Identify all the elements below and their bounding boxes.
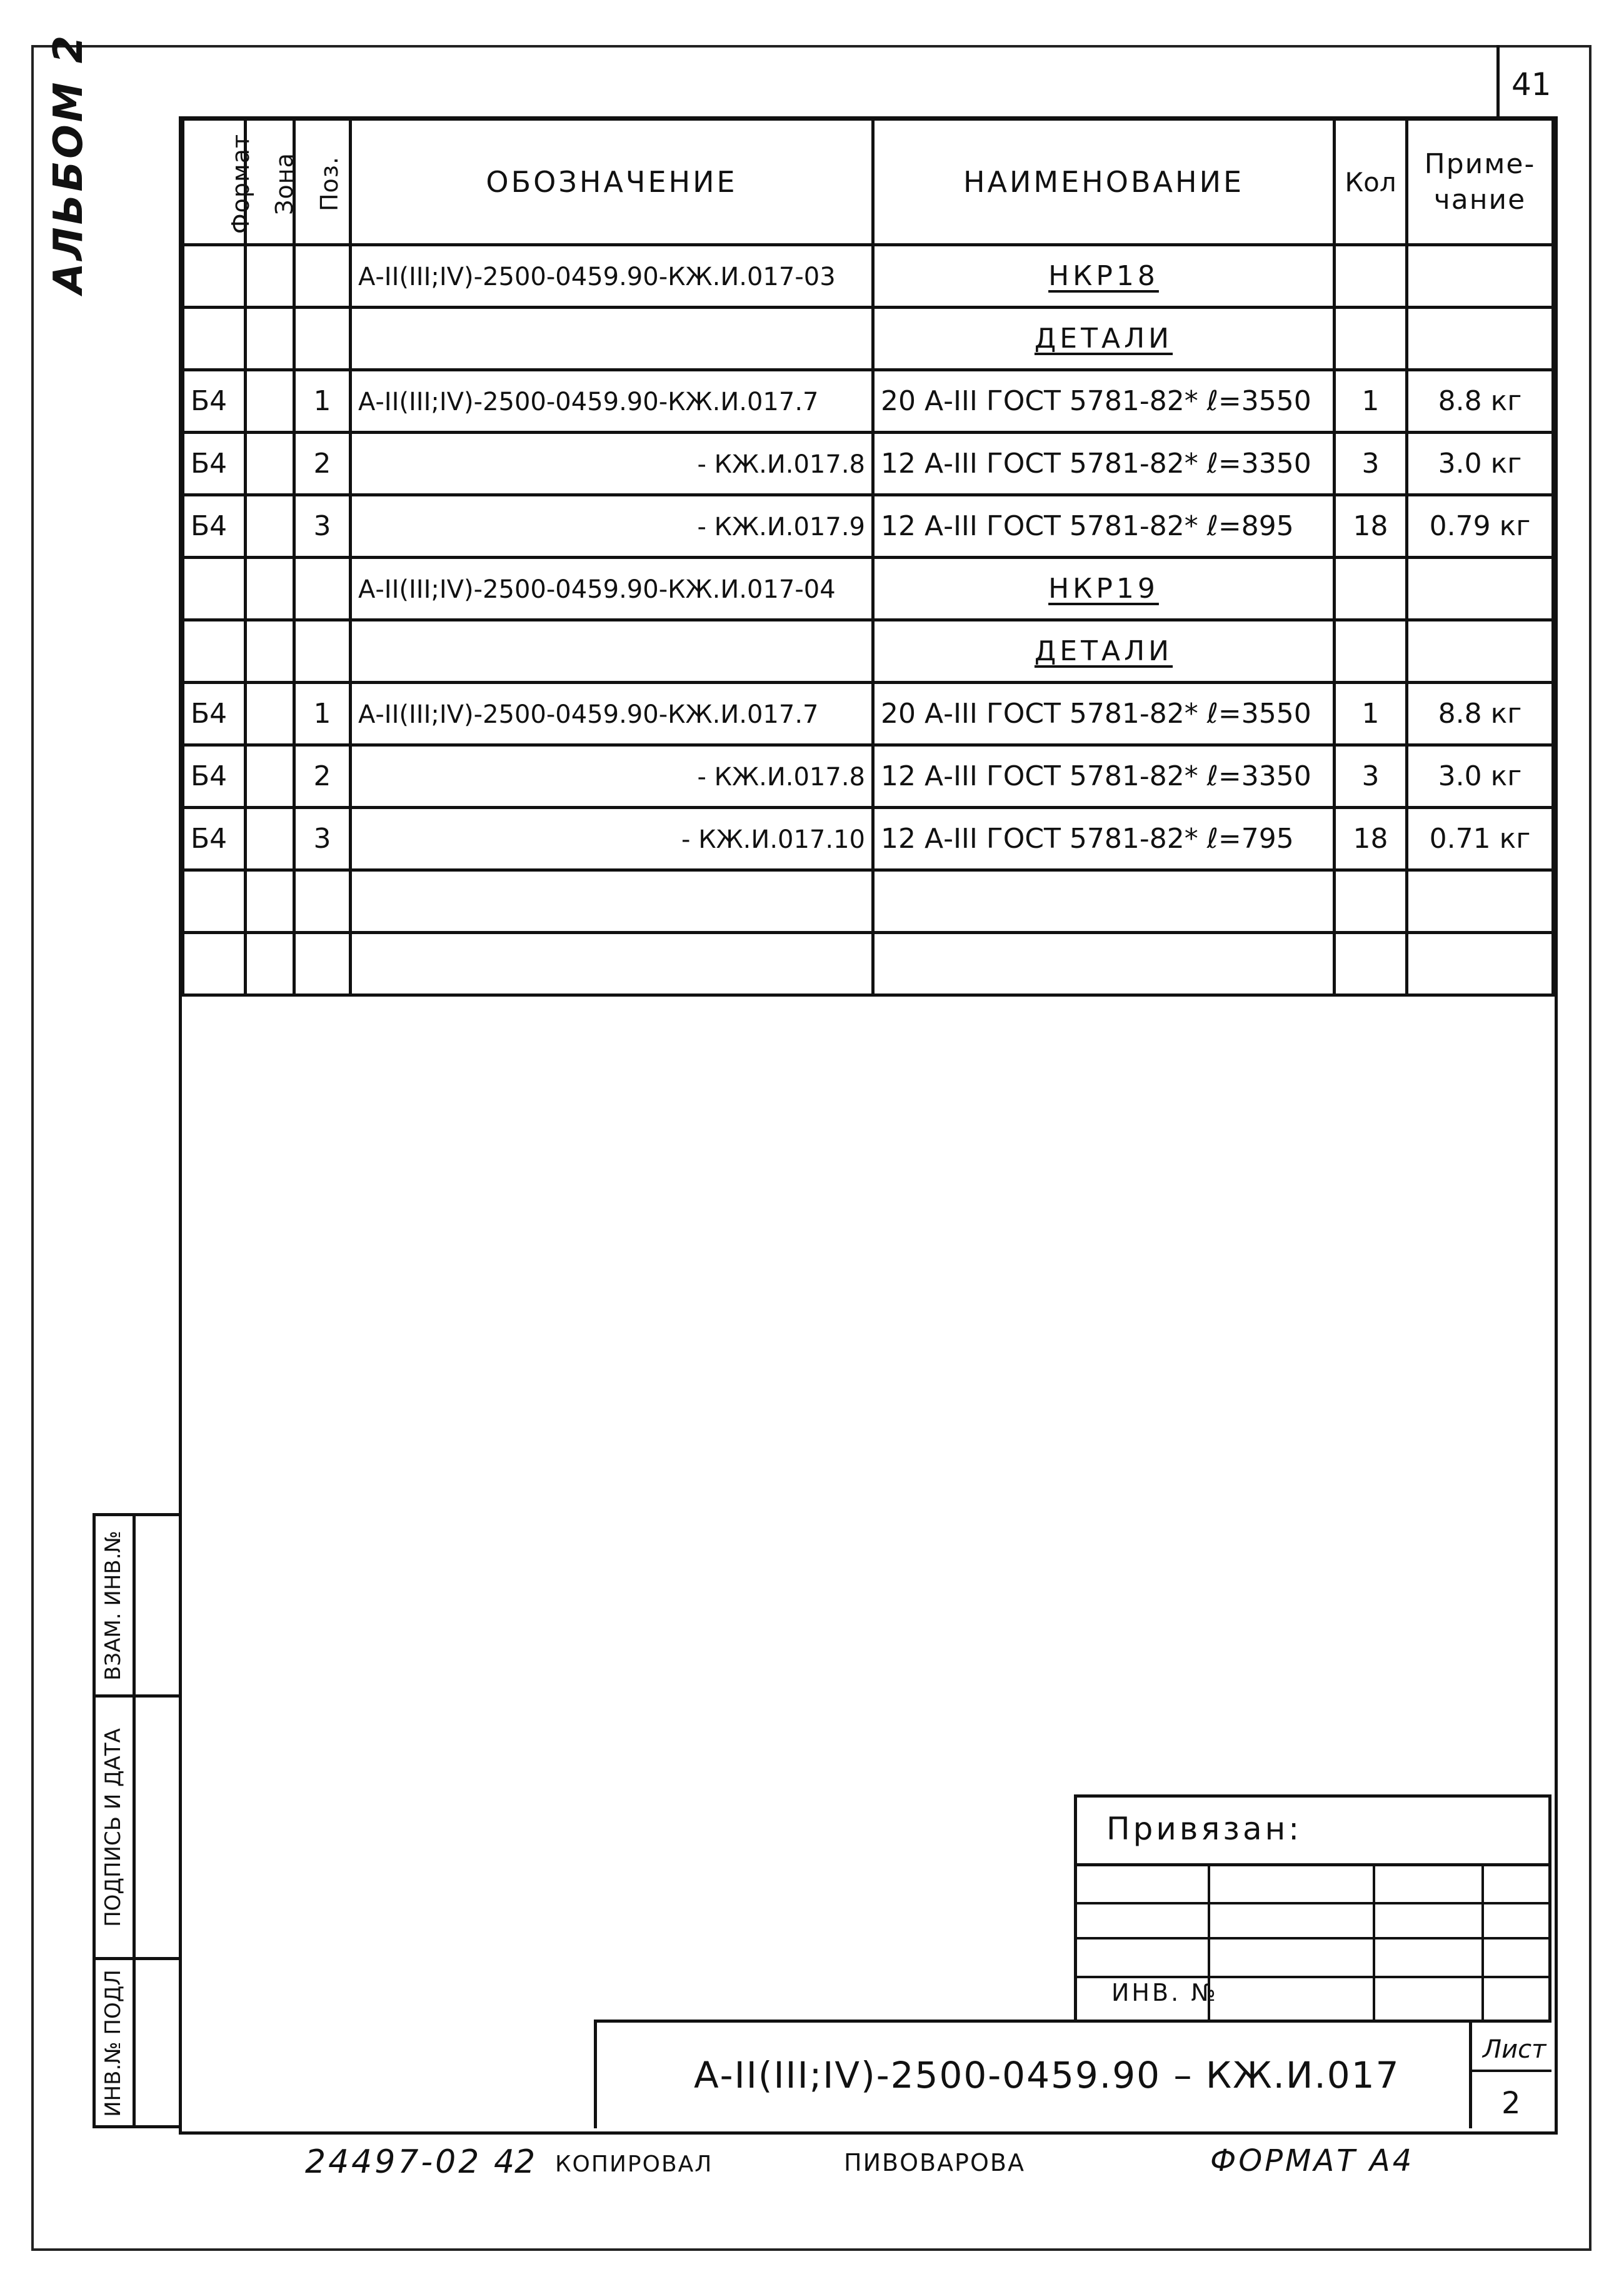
cell-format-text: Б4 [191,823,228,855]
side-stamp-sign-date [94,1698,133,1957]
cell-format [183,308,246,370]
cell-designation [351,870,873,933]
col-note [1407,119,1553,245]
cell-pos [294,370,351,433]
binding-inv-no: ИНВ. № [1111,1979,1218,2006]
cell-name-text: ДЕТАЛИ [1034,323,1173,355]
cell-pos-text: 3 [313,823,331,855]
cell-format-text: Б4 [191,385,228,417]
cell-note [1407,683,1553,745]
cell-designation [351,308,873,370]
cell-format [183,745,246,808]
col-format [183,119,255,245]
cell-name-text: 20 А-III ГОСТ 5781-82* ℓ=3550 [881,385,1311,417]
cell-name-text: НКР19 [1048,573,1159,605]
cell-zone [246,745,294,808]
side-stamp-interchange-label: ВЗАМ. ИНВ.№ [101,1530,126,1681]
cell-designation-text: А-II(III;IV)-2500-0459.90-КЖ.И.017-03 [358,263,836,291]
cell-note [1407,433,1553,495]
cell-note-text: 8.8 кг [1438,385,1522,417]
cell-format [183,558,246,620]
table-row [183,245,1553,308]
cell-designation-text: - КЖ.И.017.10 [681,825,865,854]
cell-qty [1335,745,1407,808]
cell-format [183,933,246,995]
cell-qty-text: 18 [1353,510,1388,542]
cell-qty [1335,933,1407,995]
cell-designation-text: А-II(III;IV)-2500-0459.90-КЖ.И.017.7 [358,388,819,416]
col-pos [294,119,351,245]
cell-format-text: Б4 [191,510,228,542]
cell-name-text: 20 А-III ГОСТ 5781-82* ℓ=3550 [881,698,1311,730]
cell-note-text: 8.8 кг [1438,698,1522,730]
cell-zone [246,245,294,308]
cell-qty [1335,808,1407,870]
cell-note [1407,620,1553,683]
cell-name [873,745,1335,808]
cell-pos [294,308,351,370]
cell-designation [351,433,873,495]
side-stamp-inv-orig-label: ИНВ.№ ПОДЛ [101,1969,126,2117]
col-note-line2: чание [1433,184,1526,216]
title-block-sheet-no: 2 [1501,2086,1521,2121]
footer-copied-label: КОПИРОВАЛ [555,2151,713,2177]
cell-pos [294,433,351,495]
cell-qty [1335,433,1407,495]
cell-name-text: 12 А-III ГОСТ 5781-82* ℓ=3350 [881,448,1311,480]
cell-name [873,620,1335,683]
cell-zone [246,933,294,995]
table-row [183,620,1553,683]
col-name: НАИМЕНОВАНИЕ [873,119,1335,245]
cell-qty-text: 18 [1353,823,1388,855]
cell-name-text: НКР18 [1048,260,1159,292]
cell-note-text: 3.0 кг [1438,760,1522,792]
cell-name [873,495,1335,558]
cell-format-text: Б4 [191,448,228,480]
cell-pos-text: 2 [313,448,331,480]
col-pos-label: Поз. [316,156,344,212]
cell-name [873,370,1335,433]
cell-qty [1335,683,1407,745]
cell-note [1407,370,1553,433]
cell-format-text: Б4 [191,698,228,730]
cell-name [873,245,1335,308]
cell-format [183,433,246,495]
cell-zone [246,495,294,558]
cell-zone [246,870,294,933]
cell-zone [246,620,294,683]
cell-designation-text: - КЖ.И.017.8 [697,763,865,792]
side-stamp-inv-orig [94,1960,133,2126]
table-row [183,870,1553,933]
cell-name-text: 12 А-III ГОСТ 5781-82* ℓ=795 [881,823,1294,855]
side-stamp-interchange [94,1516,133,1694]
cell-designation [351,683,873,745]
table-row [183,308,1553,370]
cell-pos [294,558,351,620]
table-row [183,558,1553,620]
cell-name [873,933,1335,995]
footer-order-no: 24497-02 [305,2143,482,2181]
cell-note [1407,245,1553,308]
specification-table [181,118,1551,997]
cell-pos [294,245,351,308]
cell-note [1407,558,1553,620]
cell-name [873,808,1335,870]
cell-name [873,308,1335,370]
cell-designation [351,933,873,995]
side-stamp-sign-date-label: ПОДПИСЬ И ДАТА [101,1728,126,1927]
cell-note [1407,808,1553,870]
cell-name-text: 12 А-III ГОСТ 5781-82* ℓ=3350 [881,760,1311,792]
cell-pos [294,745,351,808]
cell-pos-text: 1 [313,385,331,417]
cell-note [1407,933,1553,995]
cell-designation [351,745,873,808]
footer-copier: ПИВОВАРОВА [844,2149,1025,2176]
cell-format [183,620,246,683]
table-row [183,808,1553,870]
cell-name [873,558,1335,620]
cell-designation [351,245,873,308]
table-header [183,119,1553,245]
cell-note [1407,495,1553,558]
cell-pos [294,870,351,933]
cell-note [1407,308,1553,370]
col-note-line1: Приме- [1424,148,1536,180]
cell-pos [294,620,351,683]
cell-qty [1335,870,1407,933]
cell-qty [1335,620,1407,683]
title-block-sheet-label: Лист [1483,2035,1546,2064]
cell-qty [1335,558,1407,620]
cell-designation [351,558,873,620]
footer-order-num2: 42 [494,2143,536,2181]
cell-designation-text: А-II(III;IV)-2500-0459.90-КЖ.И.017-04 [358,575,836,604]
cell-pos-text: 3 [313,510,331,542]
cell-zone [246,558,294,620]
cell-pos-text: 2 [313,760,331,792]
col-zone-label: Зона [270,153,298,215]
cell-name-text: ДЕТАЛИ [1034,635,1173,667]
cell-name [873,433,1335,495]
cell-designation-text: - КЖ.И.017.9 [697,513,865,541]
cell-designation [351,620,873,683]
page-number: 41 [1511,66,1551,103]
table-row [183,683,1553,745]
cell-zone [246,308,294,370]
cell-qty-text: 3 [1361,760,1380,792]
cell-designation-text: А-II(III;IV)-2500-0459.90-КЖ.И.017.7 [358,700,819,729]
cell-name [873,683,1335,745]
cell-format [183,245,246,308]
cell-qty-text: 1 [1361,698,1380,730]
cell-designation-text: - КЖ.И.017.8 [697,450,865,479]
album-label: АЛЬБОМ 2 [46,33,92,294]
cell-zone [246,370,294,433]
cell-format-text: Б4 [191,760,228,792]
cell-zone [246,808,294,870]
cell-designation [351,495,873,558]
cell-format [183,370,246,433]
cell-zone [246,683,294,745]
table-row [183,933,1553,995]
cell-qty [1335,308,1407,370]
table-row [183,745,1553,808]
cell-qty [1335,245,1407,308]
cell-note-text: 0.79 кг [1429,510,1531,542]
cell-zone [246,433,294,495]
col-qty: Кол [1335,119,1407,245]
cell-pos [294,933,351,995]
cell-note [1407,745,1553,808]
cell-format [183,870,246,933]
table-row [183,433,1553,495]
cell-qty [1335,495,1407,558]
col-format-label: Формат [227,133,255,234]
cell-qty-text: 1 [1361,385,1380,417]
table-row [183,370,1553,433]
cell-note-text: 3.0 кг [1438,448,1522,480]
cell-pos [294,808,351,870]
cell-note [1407,870,1553,933]
cell-designation [351,808,873,870]
cell-format [183,495,246,558]
title-block-designation: А-II(III;IV)-2500-0459.90 – КЖ.И.017 [694,2054,1400,2096]
cell-format [183,808,246,870]
cell-note-text: 0.71 кг [1429,823,1531,855]
col-designation: ОБОЗНАЧЕНИЕ [351,119,873,245]
cell-pos [294,683,351,745]
cell-name [873,870,1335,933]
binding-label: Привязан: [1106,1811,1303,1847]
cell-pos-text: 1 [313,698,331,730]
footer-format-label: ФОРМАТ А4 [1210,2143,1415,2178]
table-row [183,495,1553,558]
cell-pos [294,495,351,558]
cell-name-text: 12 А-III ГОСТ 5781-82* ℓ=895 [881,510,1294,542]
cell-qty-text: 3 [1361,448,1380,480]
cell-format [183,683,246,745]
cell-qty [1335,370,1407,433]
cell-designation [351,370,873,433]
